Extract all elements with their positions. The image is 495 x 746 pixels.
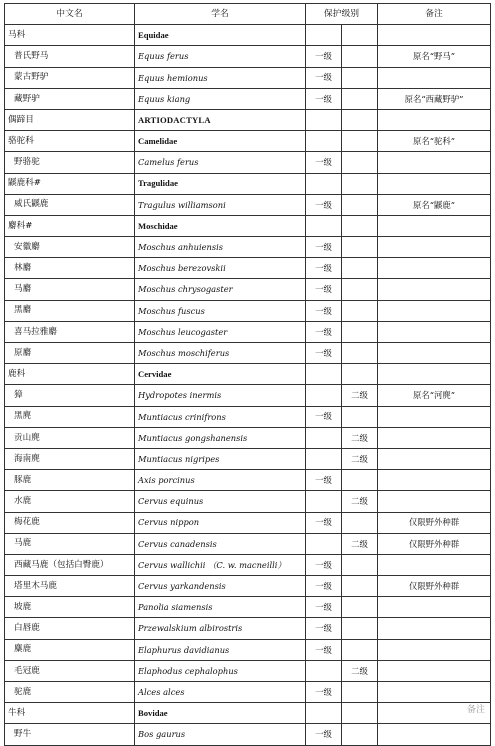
- level-2-cell: [342, 682, 378, 703]
- species-row: [5, 427, 491, 448]
- level-2-cell: [342, 152, 378, 173]
- level-1-cell: 一级: [306, 88, 342, 109]
- remark-cell: [378, 173, 491, 194]
- species-row: [5, 152, 491, 173]
- scientific-name-cell: Cervus wallichii （C. w. macneilli）: [135, 554, 306, 575]
- species-row: [5, 194, 491, 215]
- scientific-name-cell: Moschus anhuiensis: [135, 237, 306, 258]
- chinese-name-cell: 普氏野马: [5, 46, 135, 67]
- level-1-cell: [306, 385, 342, 406]
- level-2-cell: [342, 597, 378, 618]
- chinese-name-cell: 坡鹿: [5, 597, 135, 618]
- level-2-cell: [342, 406, 378, 427]
- chinese-name-cell: 骆驼科: [5, 131, 135, 152]
- header-row: [5, 4, 491, 25]
- header-scientific-name: 学名: [135, 4, 306, 25]
- chinese-name-cell: 喜马拉雅麝: [5, 321, 135, 342]
- level-1-cell: 一级: [306, 321, 342, 342]
- level-1-cell: 一级: [306, 576, 342, 597]
- family-row: [5, 215, 491, 236]
- species-table: [4, 3, 491, 746]
- level-2-cell: 二级: [342, 427, 378, 448]
- species-row: [5, 533, 491, 554]
- chinese-name-cell: 野牛: [5, 724, 135, 745]
- chinese-name-cell: 蒙古野驴: [5, 67, 135, 88]
- remark-cell: 原名“河麂”: [378, 385, 491, 406]
- remark-cell: [378, 152, 491, 173]
- remark-cell: 原名“鼷鹿”: [378, 194, 491, 215]
- header-remarks: 备注: [378, 4, 491, 25]
- scientific-name-cell: ARTIODACTYLA: [135, 109, 306, 130]
- level-1-cell: [306, 660, 342, 681]
- species-row: [5, 385, 491, 406]
- chinese-name-cell: 塔里木马鹿: [5, 576, 135, 597]
- species-row: [5, 491, 491, 512]
- family-row: [5, 131, 491, 152]
- remark-cell: 仅限野外种群: [378, 533, 491, 554]
- remark-cell: [378, 237, 491, 258]
- level-2-cell: [342, 300, 378, 321]
- level-1-cell: 一级: [306, 279, 342, 300]
- remark-cell: [378, 554, 491, 575]
- chinese-name-cell: 西藏马鹿（包括白臀鹿）: [5, 554, 135, 575]
- remark-cell: 原名“野马”: [378, 46, 491, 67]
- chinese-name-cell: 黑麂: [5, 406, 135, 427]
- level-1-cell: 一级: [306, 46, 342, 67]
- scientific-name-cell: Camelus ferus: [135, 152, 306, 173]
- scientific-name-cell: Cervidae: [135, 364, 306, 385]
- remark-cell: [378, 470, 491, 491]
- level-2-cell: [342, 67, 378, 88]
- level-2-cell: 二级: [342, 491, 378, 512]
- chinese-name-cell: 藏野驴: [5, 88, 135, 109]
- species-row: [5, 682, 491, 703]
- chinese-name-cell: 驼鹿: [5, 682, 135, 703]
- level-1-cell: 一级: [306, 343, 342, 364]
- level-1-cell: 一级: [306, 67, 342, 88]
- level-2-cell: [342, 194, 378, 215]
- species-row: [5, 576, 491, 597]
- scientific-name-cell: Cervus nippon: [135, 512, 306, 533]
- level-1-cell: [306, 215, 342, 236]
- level-1-cell: 一级: [306, 152, 342, 173]
- scientific-name-cell: Tragulus williamsoni: [135, 194, 306, 215]
- scientific-name-cell: Equidae: [135, 25, 306, 46]
- chinese-name-cell: 马科: [5, 25, 135, 46]
- species-row: [5, 46, 491, 67]
- scientific-name-cell: Equus ferus: [135, 46, 306, 67]
- species-table-body: [5, 25, 491, 745]
- chinese-name-cell: 鼷鹿科#: [5, 173, 135, 194]
- level-1-cell: 一级: [306, 554, 342, 575]
- remark-cell: [378, 215, 491, 236]
- species-row: [5, 554, 491, 575]
- remark-cell: [378, 406, 491, 427]
- scientific-name-cell: Equus kiang: [135, 88, 306, 109]
- remark-cell: [378, 427, 491, 448]
- level-2-cell: [342, 576, 378, 597]
- level-2-cell: [342, 703, 378, 724]
- remark-cell: 仅限野外种群: [378, 512, 491, 533]
- chinese-name-cell: 安徽麝: [5, 237, 135, 258]
- level-2-cell: [342, 343, 378, 364]
- level-1-cell: 一级: [306, 258, 342, 279]
- remark-cell: 原名“驼科”: [378, 131, 491, 152]
- remark-cell: [378, 258, 491, 279]
- species-table-sheet: [4, 3, 491, 746]
- scientific-name-cell: Elaphurus davidianus: [135, 639, 306, 660]
- chinese-name-cell: 林麝: [5, 258, 135, 279]
- level-1-cell: 一级: [306, 724, 342, 745]
- family-row: [5, 703, 491, 724]
- scientific-name-cell: Cervus yarkandensis: [135, 576, 306, 597]
- chinese-name-cell: 马鹿: [5, 533, 135, 554]
- level-2-cell: [342, 109, 378, 130]
- scientific-name-cell: Cervus canadensis: [135, 533, 306, 554]
- scientific-name-cell: Axis porcinus: [135, 470, 306, 491]
- level-1-cell: 一级: [306, 597, 342, 618]
- scientific-name-cell: Moschus chrysogaster: [135, 279, 306, 300]
- level-2-cell: [342, 237, 378, 258]
- species-row: [5, 406, 491, 427]
- chinese-name-cell: 贡山麂: [5, 427, 135, 448]
- level-1-cell: 一级: [306, 682, 342, 703]
- remark-cell: [378, 25, 491, 46]
- chinese-name-cell: 水鹿: [5, 491, 135, 512]
- chinese-name-cell: 毛冠鹿: [5, 660, 135, 681]
- scientific-name-cell: Equus hemionus: [135, 67, 306, 88]
- level-1-cell: [306, 703, 342, 724]
- level-1-cell: 一级: [306, 470, 342, 491]
- header-protection-level: 保护级别: [306, 4, 378, 25]
- remark-cell: [378, 618, 491, 639]
- scientific-name-cell: Bos gaurus: [135, 724, 306, 745]
- scientific-name-cell: Przewalskium albirostris: [135, 618, 306, 639]
- remark-cell: [378, 279, 491, 300]
- family-row: [5, 25, 491, 46]
- chinese-name-cell: 黑麝: [5, 300, 135, 321]
- remark-cell: 仅限野外种群: [378, 576, 491, 597]
- chinese-name-cell: 威氏鼷鹿: [5, 194, 135, 215]
- scientific-name-cell: Muntiacus gongshanensis: [135, 427, 306, 448]
- remark-cell: [378, 597, 491, 618]
- level-2-cell: [342, 470, 378, 491]
- chinese-name-cell: 白唇鹿: [5, 618, 135, 639]
- level-1-cell: 一级: [306, 618, 342, 639]
- level-1-cell: 一级: [306, 512, 342, 533]
- chinese-name-cell: 麝科#: [5, 215, 135, 236]
- level-1-cell: 一级: [306, 194, 342, 215]
- chinese-name-cell: 野骆驼: [5, 152, 135, 173]
- species-row: [5, 597, 491, 618]
- order-row: [5, 109, 491, 130]
- level-1-cell: [306, 533, 342, 554]
- scientific-name-cell: Tragulidae: [135, 173, 306, 194]
- species-row: [5, 258, 491, 279]
- level-1-cell: 一级: [306, 300, 342, 321]
- level-2-cell: 二级: [342, 660, 378, 681]
- species-row: [5, 639, 491, 660]
- level-1-cell: [306, 131, 342, 152]
- level-1-cell: 一级: [306, 639, 342, 660]
- level-2-cell: [342, 321, 378, 342]
- family-row: [5, 173, 491, 194]
- species-row: [5, 88, 491, 109]
- level-1-cell: [306, 109, 342, 130]
- scientific-name-cell: Muntiacus crinifrons: [135, 406, 306, 427]
- chinese-name-cell: 原麝: [5, 343, 135, 364]
- scientific-name-cell: Moschus berezovskii: [135, 258, 306, 279]
- species-row: [5, 660, 491, 681]
- level-1-cell: [306, 364, 342, 385]
- scientific-name-cell: Moschus fuscus: [135, 300, 306, 321]
- species-row: [5, 237, 491, 258]
- level-2-cell: 二级: [342, 448, 378, 469]
- level-2-cell: [342, 173, 378, 194]
- chinese-name-cell: 海南麂: [5, 448, 135, 469]
- remark-cell: [378, 343, 491, 364]
- scientific-name-cell: Camelidae: [135, 131, 306, 152]
- level-2-cell: [342, 639, 378, 660]
- level-1-cell: [306, 427, 342, 448]
- chinese-name-cell: 麋鹿: [5, 639, 135, 660]
- species-row: [5, 343, 491, 364]
- remark-cell: 原名“西藏野驴”: [378, 88, 491, 109]
- level-2-cell: [342, 88, 378, 109]
- level-1-cell: [306, 491, 342, 512]
- remark-cell: [378, 639, 491, 660]
- species-row: [5, 279, 491, 300]
- level-1-cell: [306, 448, 342, 469]
- species-row: [5, 448, 491, 469]
- level-2-cell: [342, 25, 378, 46]
- level-2-cell: 二级: [342, 533, 378, 554]
- level-2-cell: [342, 364, 378, 385]
- level-2-cell: 二级: [342, 385, 378, 406]
- chinese-name-cell: 獐: [5, 385, 135, 406]
- remark-cell: [378, 109, 491, 130]
- remark-cell: [378, 491, 491, 512]
- family-row: [5, 364, 491, 385]
- species-row: [5, 470, 491, 491]
- chinese-name-cell: 偶蹄目: [5, 109, 135, 130]
- level-2-cell: [342, 724, 378, 745]
- chinese-name-cell: 梅花鹿: [5, 512, 135, 533]
- species-row: [5, 618, 491, 639]
- level-1-cell: [306, 173, 342, 194]
- chinese-name-cell: 鹿科: [5, 364, 135, 385]
- level-2-cell: [342, 46, 378, 67]
- scientific-name-cell: Hydropotes inermis: [135, 385, 306, 406]
- scientific-name-cell: Moschus leucogaster: [135, 321, 306, 342]
- level-2-cell: [342, 618, 378, 639]
- remark-cell: [378, 364, 491, 385]
- species-row: [5, 300, 491, 321]
- level-2-cell: [342, 215, 378, 236]
- chinese-name-cell: 牛科: [5, 703, 135, 724]
- remark-cell: [378, 724, 491, 745]
- scientific-name-cell: Moschus moschiferus: [135, 343, 306, 364]
- species-row: [5, 512, 491, 533]
- corner-remark: 备注: [466, 705, 485, 715]
- level-2-cell: [342, 279, 378, 300]
- level-1-cell: 一级: [306, 237, 342, 258]
- remark-cell: [378, 660, 491, 681]
- remark-cell: [378, 300, 491, 321]
- remark-cell: [378, 448, 491, 469]
- species-row: [5, 724, 491, 745]
- scientific-name-cell: Cervus equinus: [135, 491, 306, 512]
- scientific-name-cell: Panolia siamensis: [135, 597, 306, 618]
- species-row: [5, 67, 491, 88]
- scientific-name-cell: Alces alces: [135, 682, 306, 703]
- level-1-cell: 一级: [306, 406, 342, 427]
- level-2-cell: [342, 131, 378, 152]
- scientific-name-cell: Bovidae: [135, 703, 306, 724]
- chinese-name-cell: 马麝: [5, 279, 135, 300]
- level-2-cell: [342, 512, 378, 533]
- remark-cell: [378, 67, 491, 88]
- scientific-name-cell: Elaphodus cephalophus: [135, 660, 306, 681]
- level-1-cell: [306, 25, 342, 46]
- scientific-name-cell: Muntiacus nigripes: [135, 448, 306, 469]
- chinese-name-cell: 豚鹿: [5, 470, 135, 491]
- header-chinese-name: 中文名: [5, 4, 135, 25]
- remark-cell: [378, 321, 491, 342]
- species-row: [5, 321, 491, 342]
- remark-cell: [378, 682, 491, 703]
- level-2-cell: [342, 554, 378, 575]
- scientific-name-cell: Moschidae: [135, 215, 306, 236]
- level-2-cell: [342, 258, 378, 279]
